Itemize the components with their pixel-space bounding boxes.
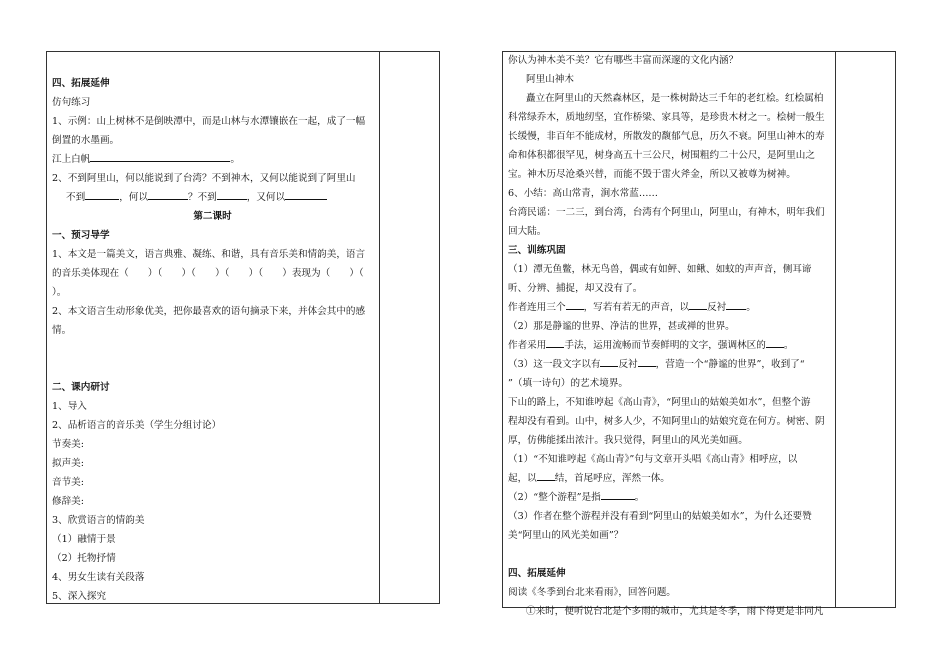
text-line: 厚，仿佛能揉出浓汁。我只觉得，阿里山的风光美如画。 (508, 435, 748, 446)
text-line: （1）潭无鱼鳖，林无鸟兽，偶或有如鲆、如鳅、如蚊的声声音，侧耳谛 (508, 264, 812, 275)
answer-blank[interactable] (689, 298, 707, 310)
answer-blank[interactable] (766, 336, 784, 348)
text-line: ”（填一诗句）的艺术境界。 (508, 378, 629, 389)
section-heading: 四、拓展延伸 (52, 78, 110, 89)
text-fragment: 反衬 (618, 359, 638, 370)
text-line: 1、本文是一篇美文，语言典雅、凝练、和谐，具有音乐美和情韵美，语言 (52, 249, 366, 260)
answer-blank[interactable] (600, 355, 618, 367)
text-line: 修辞美: (52, 496, 85, 507)
text-line: 1、示例：山上树林不是倒映潭中，而是山林与水潭镶嵌在一起，成了一幅 (52, 116, 366, 127)
text-line: 2、本文语言生动形象优美，把你最喜欢的语句摘录下来，并体会其中的感 (52, 306, 366, 317)
section-heading: 三、训练巩固 (508, 245, 566, 256)
left-side-column (378, 52, 439, 603)
fill-in-line (52, 150, 373, 169)
text-line: 命和体积都很罕见，树身高五十三公尺，树围粗约二十公尺，是阿里山之 (508, 150, 815, 161)
section-heading: 四、拓展延伸 (508, 568, 566, 579)
text-line: 拟声美: (52, 458, 85, 469)
text-fragment: 江上白帆 (52, 154, 91, 165)
fill-in-line (508, 488, 829, 507)
text-fragment: ，又何以 (246, 192, 286, 203)
text-line: 阅读《冬季到台北来看雨》，回答问题。 (508, 587, 676, 598)
fill-in-line (508, 336, 829, 355)
text-fragment: 。 (783, 340, 794, 351)
text-line: （3）作者在整个游程并没有看到“阿里山的姑娘美如水”，为什么还要赞 (508, 511, 812, 522)
text-line: 3、欣赏语言的情韵美 (52, 515, 145, 526)
answer-blank[interactable] (148, 188, 188, 200)
section-heading: 一、预习导学 (52, 230, 110, 241)
answer-blank[interactable] (546, 336, 564, 348)
text-fragment: （3）这一段文字以有 (508, 359, 601, 370)
text-line: （1）“不知谁哼起《高山青》”句与文章开头唱《高山青》相呼应，以 (508, 454, 798, 465)
fill-in-line (52, 188, 373, 207)
text-fragment: 结，首尾呼应，浑然一体。 (554, 473, 670, 484)
text-line: 听、分辨、捕捉，却又没有了。 (508, 283, 643, 294)
text-fragment: ，写若有若无的声音，以 (583, 302, 690, 313)
right-page-table (502, 51, 896, 617)
answer-blank[interactable] (537, 469, 555, 481)
text-line: 科常绿乔木，质地纫坚，宜作桥梁、家具等，是珍贵木材之一。桧树一般生 (508, 112, 825, 123)
text-line: 仿句练习 (52, 97, 91, 108)
text-fragment: 不到 (66, 192, 86, 203)
right-main-column (503, 52, 836, 617)
text-fragment: 作者采用 (508, 340, 547, 351)
answer-blank[interactable] (85, 188, 119, 200)
text-line: 的音乐美体现在（ ）（ ）（ ）（ ）（ ）表现为（ ）（ (52, 268, 364, 279)
answer-blank[interactable] (638, 355, 656, 367)
text-fragment: （2）“整个游程”是指 (508, 492, 601, 503)
text-line: 6、小结：高山常青，涧水常蓝…… (508, 188, 659, 199)
text-fragment: 。 (230, 154, 240, 165)
text-line: （1）融情于景 (52, 534, 116, 545)
text-line: 2、不到阿里山，何以能说到了台湾？不到神木，又何以能说到了阿里山 (52, 173, 356, 184)
fill-in-line (508, 355, 829, 374)
text-line: 节奏美: (52, 439, 85, 450)
answer-blank[interactable] (217, 188, 247, 200)
text-line: 长缓慢，非百年不能成材，所散发的馥郁气息，历久不衰。阿里山神木的寿 (508, 131, 825, 142)
text-line: 4、男女生读有关段落 (52, 572, 145, 583)
answer-blank[interactable] (285, 188, 327, 200)
left-page-table (46, 51, 440, 604)
text-fragment: ，何以 (119, 192, 148, 203)
answer-blank[interactable] (566, 298, 584, 310)
left-main-column (47, 52, 380, 603)
text-line: 情。 (52, 325, 72, 336)
text-fragment: 。 (746, 302, 756, 313)
text-line: 5、深入探究 (52, 591, 107, 602)
text-line: 台湾民谣：一二三，到台湾，台湾有个阿里山，阿里山，有神木，明年我们 (508, 207, 825, 218)
text-line: 回大陆。 (508, 226, 547, 237)
right-side-column (834, 52, 895, 607)
text-line: 美“阿里山的风光美如画”？ (508, 530, 624, 541)
text-line: ①来时，便听说台北是个多雨的城市，尤其是冬季，雨下得更是非同凡 (526, 606, 824, 617)
text-fragment: 反衬 (707, 302, 727, 313)
text-line: 宝。神木历尽沧桑兴替，而能不毁于雷火斧金，所以又被尊为树神。 (508, 169, 796, 180)
text-fragment: 起，以 (508, 473, 537, 484)
text-line: 程却没有看到。山中，树多人少，不知阿里山的姑娘究竟在何方。树密、阴 (508, 416, 825, 427)
answer-blank[interactable] (601, 488, 635, 500)
lesson-title: 第二课时 (193, 211, 232, 222)
text-fragment: ？不到 (187, 192, 217, 203)
text-line: ）。 (52, 287, 67, 298)
text-line: 下山的路上，不知谁哼起《高山青》，“阿里山的姑娘美如水”，但整个游 (508, 397, 811, 408)
text-fragment: 。 (634, 492, 645, 503)
text-fragment: ，营造一个“静谧的世界”，收到了“ (655, 359, 805, 370)
text-fragment: 手法，运用流畅而节奏鲜明的文字，强调林区的 (564, 340, 766, 351)
passage-title: 阿里山神木 (526, 74, 574, 85)
text-line: 1、导入 (52, 401, 87, 412)
text-line: （2）那是静谧的世界、净洁的世界，甚或禅的世界。 (508, 321, 735, 332)
text-line: 2、品析语言的音乐美（学生分组讨论） (52, 420, 222, 431)
text-line: 矗立在阿里山的天然森林区，是一株树龄达三千年的老红桧。红桧属柏 (526, 93, 824, 104)
text-line: （2）托物抒情 (52, 553, 116, 564)
text-fragment: 作者连用三个 (508, 302, 566, 313)
fill-in-line (508, 469, 829, 488)
section-heading: 二、课内研讨 (52, 382, 110, 393)
text-line: 音节美: (52, 477, 85, 488)
answer-blank[interactable] (726, 298, 746, 310)
answer-blank[interactable] (90, 150, 230, 162)
text-line: 倒置的水墨画。 (52, 135, 120, 146)
text-line: 你认为神木美不美？它有哪些丰富而深邃的文化内涵？ (508, 55, 739, 66)
fill-in-line (508, 298, 829, 317)
